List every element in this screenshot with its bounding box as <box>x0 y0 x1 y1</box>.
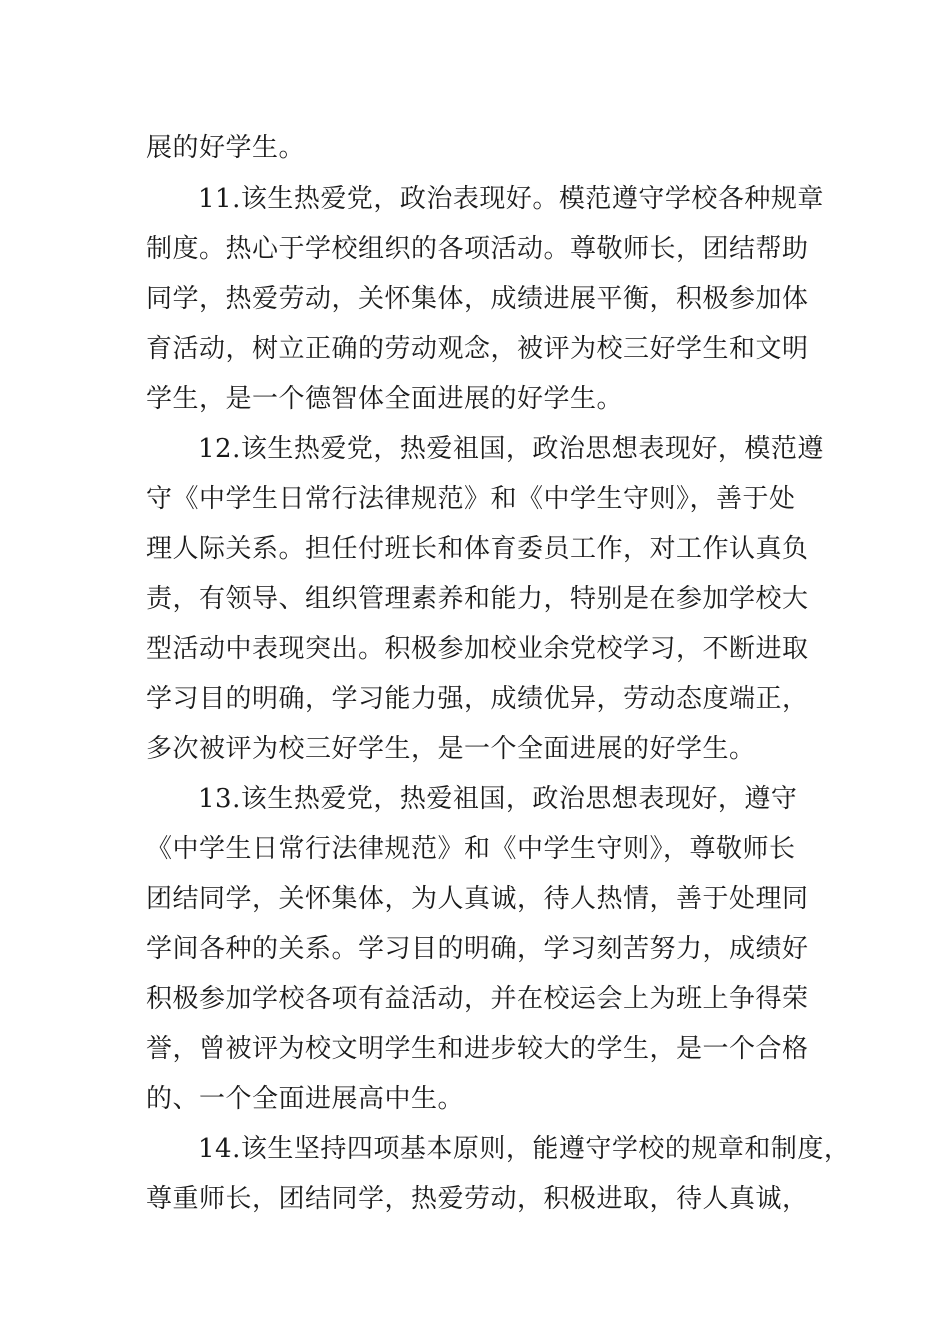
text-line: 积极参加学校各项有益活动，并在校运会上为班上争得荣 <box>146 984 809 1014</box>
text-line: 多次被评为校三好学生，是一个全面进展的好学生。 <box>146 734 756 764</box>
text-line: 制度。热心于学校组织的各项活动。尊敬师长，团结帮助 <box>146 234 809 264</box>
text-line: 型活动中表现突出。积极参加校业余党校学习，不断进取 <box>146 634 809 664</box>
text-line: 育活动，树立正确的劳动观念，被评为校三好学生和文明 <box>146 334 809 364</box>
text-line: 团结同学，关怀集体，为人真诚，待人热情，善于处理同 <box>146 884 809 914</box>
text-line: 责，有领导、组织管理素养和能力，特别是在参加学校大 <box>146 584 809 614</box>
text-line: 誉，曾被评为校文明学生和进步较大的学生，是一个合格 <box>146 1034 809 1064</box>
text-line: 的、一个全面进展高中生。 <box>146 1084 465 1114</box>
paragraph-13-line: 13.该生热爱党，热爱祖国，政治思想表现好，遵守 <box>198 784 798 814</box>
text-line: 理人际关系。担任付班长和体育委员工作，对工作认真负 <box>146 534 809 564</box>
text-line: 《中学生日常行法律规范》和《中学生守则》，尊敬师长 <box>146 834 796 864</box>
paragraph-12-line: 12.该生热爱党，热爱祖国，政治思想表现好，模范遵 <box>198 434 824 464</box>
text-line: 学习目的明确，学习能力强，成绩优异，劳动态度端正， <box>146 684 809 714</box>
text-line: 尊重师长，团结同学，热爱劳动，积极进取，待人真诚， <box>146 1184 809 1214</box>
text-line: 学生，是一个德智体全面进展的好学生。 <box>146 384 624 414</box>
text-line: 展的好学生。 <box>146 133 306 163</box>
paragraph-11-line: 11.该生热爱党，政治表现好。模范遵守学校各种规章 <box>198 184 824 214</box>
text-line: 同学，热爱劳动，关怀集体，成绩进展平衡，积极参加体 <box>146 284 809 314</box>
paragraph-14-line: 14.该生坚持四项基本原则，能遵守学校的规章和制度， <box>198 1134 851 1164</box>
text-line: 学间各种的关系。学习目的明确，学习刻苦努力，成绩好 <box>146 934 809 964</box>
text-line: 守《中学生日常行法律规范》和《中学生守则》，善于处 <box>146 484 796 514</box>
